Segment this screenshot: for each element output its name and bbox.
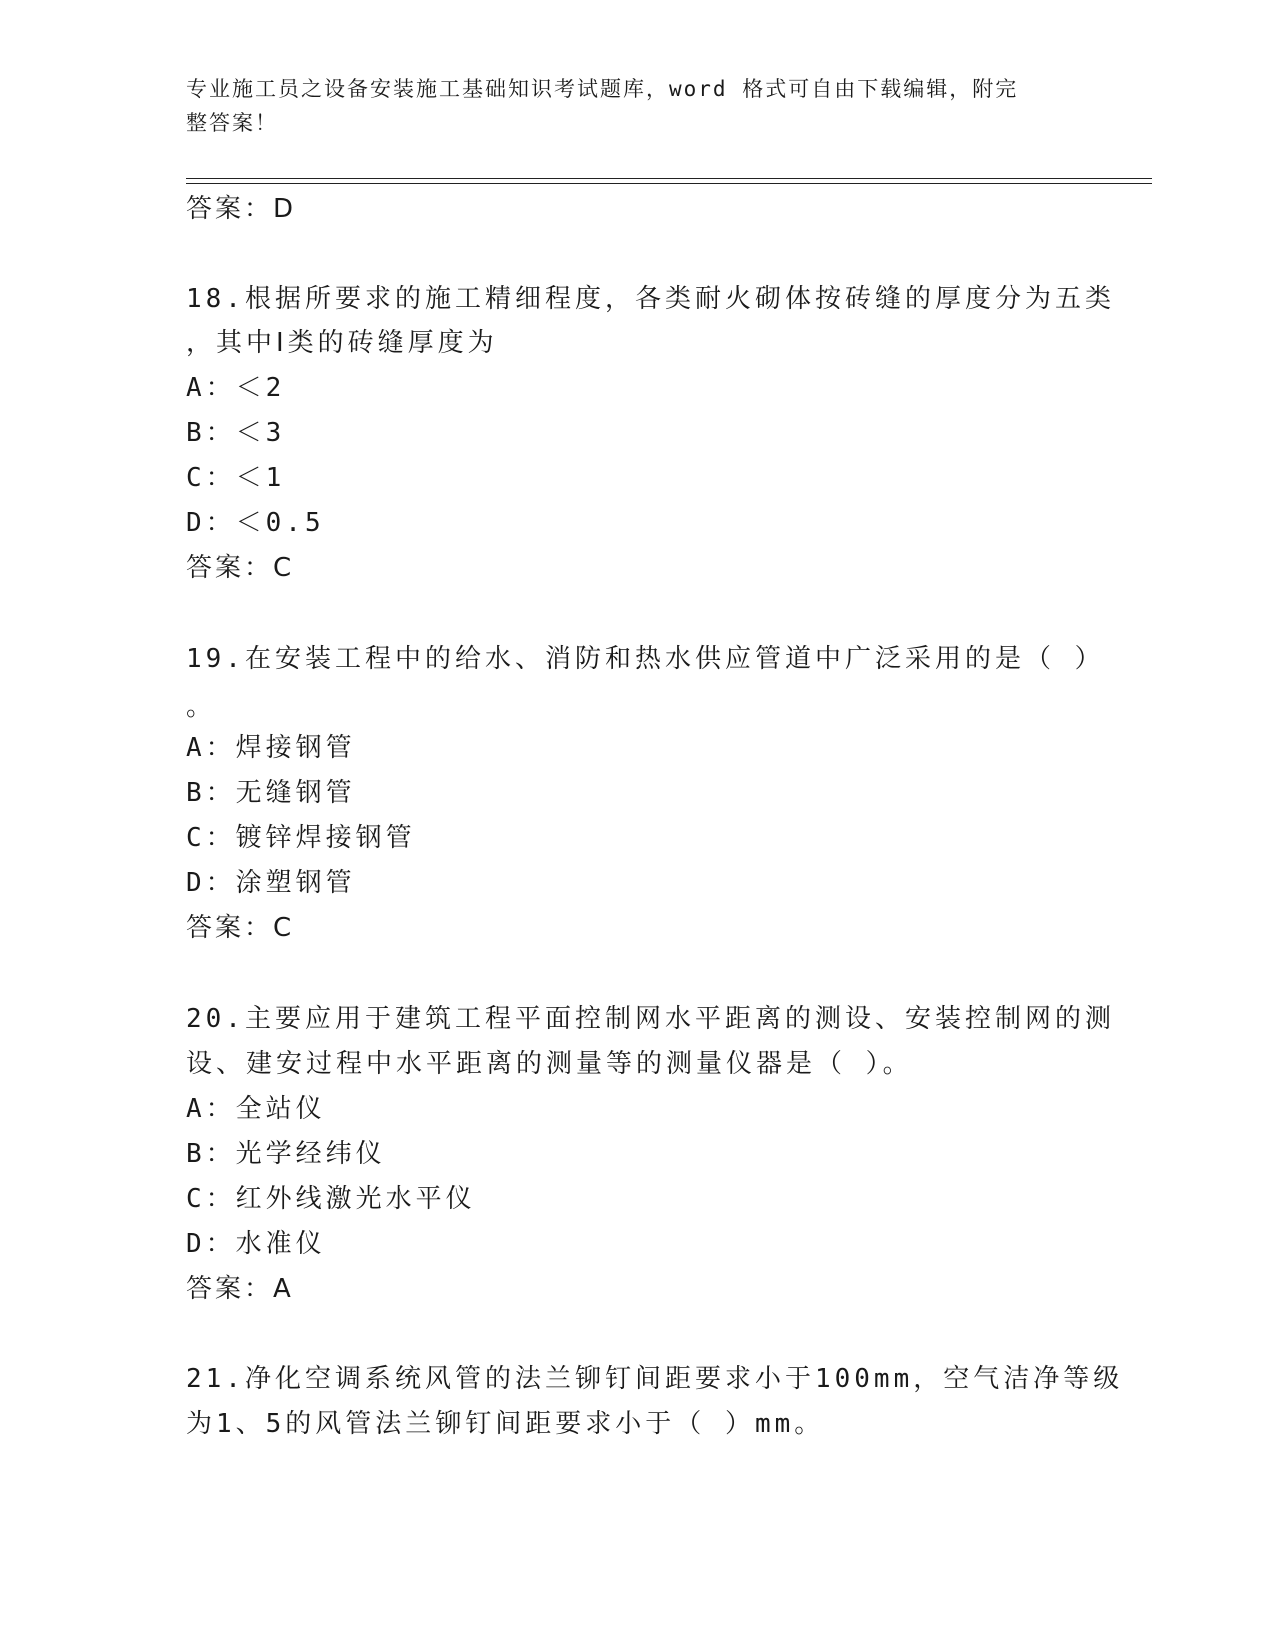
header-divider-bottom: [186, 183, 1152, 184]
header-line-2: 整答案！: [186, 111, 278, 135]
question-21-stem-line-2: 为1、5的风管法兰铆钉间距要求小于（ ）mm。: [186, 1409, 825, 1439]
question-18-answer: 答案：C: [186, 553, 295, 583]
previous-answer: 答案：D: [186, 194, 297, 224]
question-19-option-b: B：无缝钢管: [186, 778, 356, 808]
question-20-option-a: A：全站仪: [186, 1094, 326, 1124]
question-18-option-b: B：＜3: [186, 418, 286, 448]
header-line-1: 专业施工员之设备安装施工基础知识考试题库，word 格式可自由下载编辑，附完: [186, 77, 1019, 101]
question-19-option-c: C：镀锌焊接钢管: [186, 823, 416, 853]
question-18-stem-line-2: ，其中Ⅰ类的砖缝厚度为: [186, 328, 498, 358]
question-19-stem-line-1: 19.在安装工程中的给水、消防和热水供应管道中广泛采用的是（ ）: [186, 644, 1105, 674]
question-19-answer: 答案：C: [186, 913, 295, 943]
question-20-answer: 答案：A: [186, 1274, 294, 1304]
question-19-option-d: D：涂塑钢管: [186, 868, 356, 898]
question-18-option-a: A：＜2: [186, 373, 286, 403]
question-19-stem-line-2: 。: [186, 692, 217, 722]
question-20-option-b: B：光学经纬仪: [186, 1139, 386, 1169]
question-18-option-c: C：＜1: [186, 463, 286, 493]
question-18-option-d: D：＜0.5: [186, 508, 325, 538]
question-20-option-d: D：水准仪: [186, 1229, 326, 1259]
header-divider-top: [186, 178, 1152, 179]
question-20-stem-line-1: 20.主要应用于建筑工程平面控制网水平距离的测设、安装控制网的测: [186, 1004, 1115, 1034]
document-header: [186, 72, 1066, 140]
question-19-option-a: A：焊接钢管: [186, 733, 356, 763]
question-18-stem-line-1: 18.根据所要求的施工精细程度，各类耐火砌体按砖缝的厚度分为五类: [186, 284, 1115, 314]
question-20-stem-line-2: 设、建安过程中水平距离的测量等的测量仪器是（ ）。: [186, 1049, 913, 1079]
question-21-stem-line-1: 21.净化空调系统风管的法兰铆钉间距要求小于100mm，空气洁净等级: [186, 1364, 1124, 1394]
question-20-option-c: C：红外线激光水平仪: [186, 1184, 476, 1214]
